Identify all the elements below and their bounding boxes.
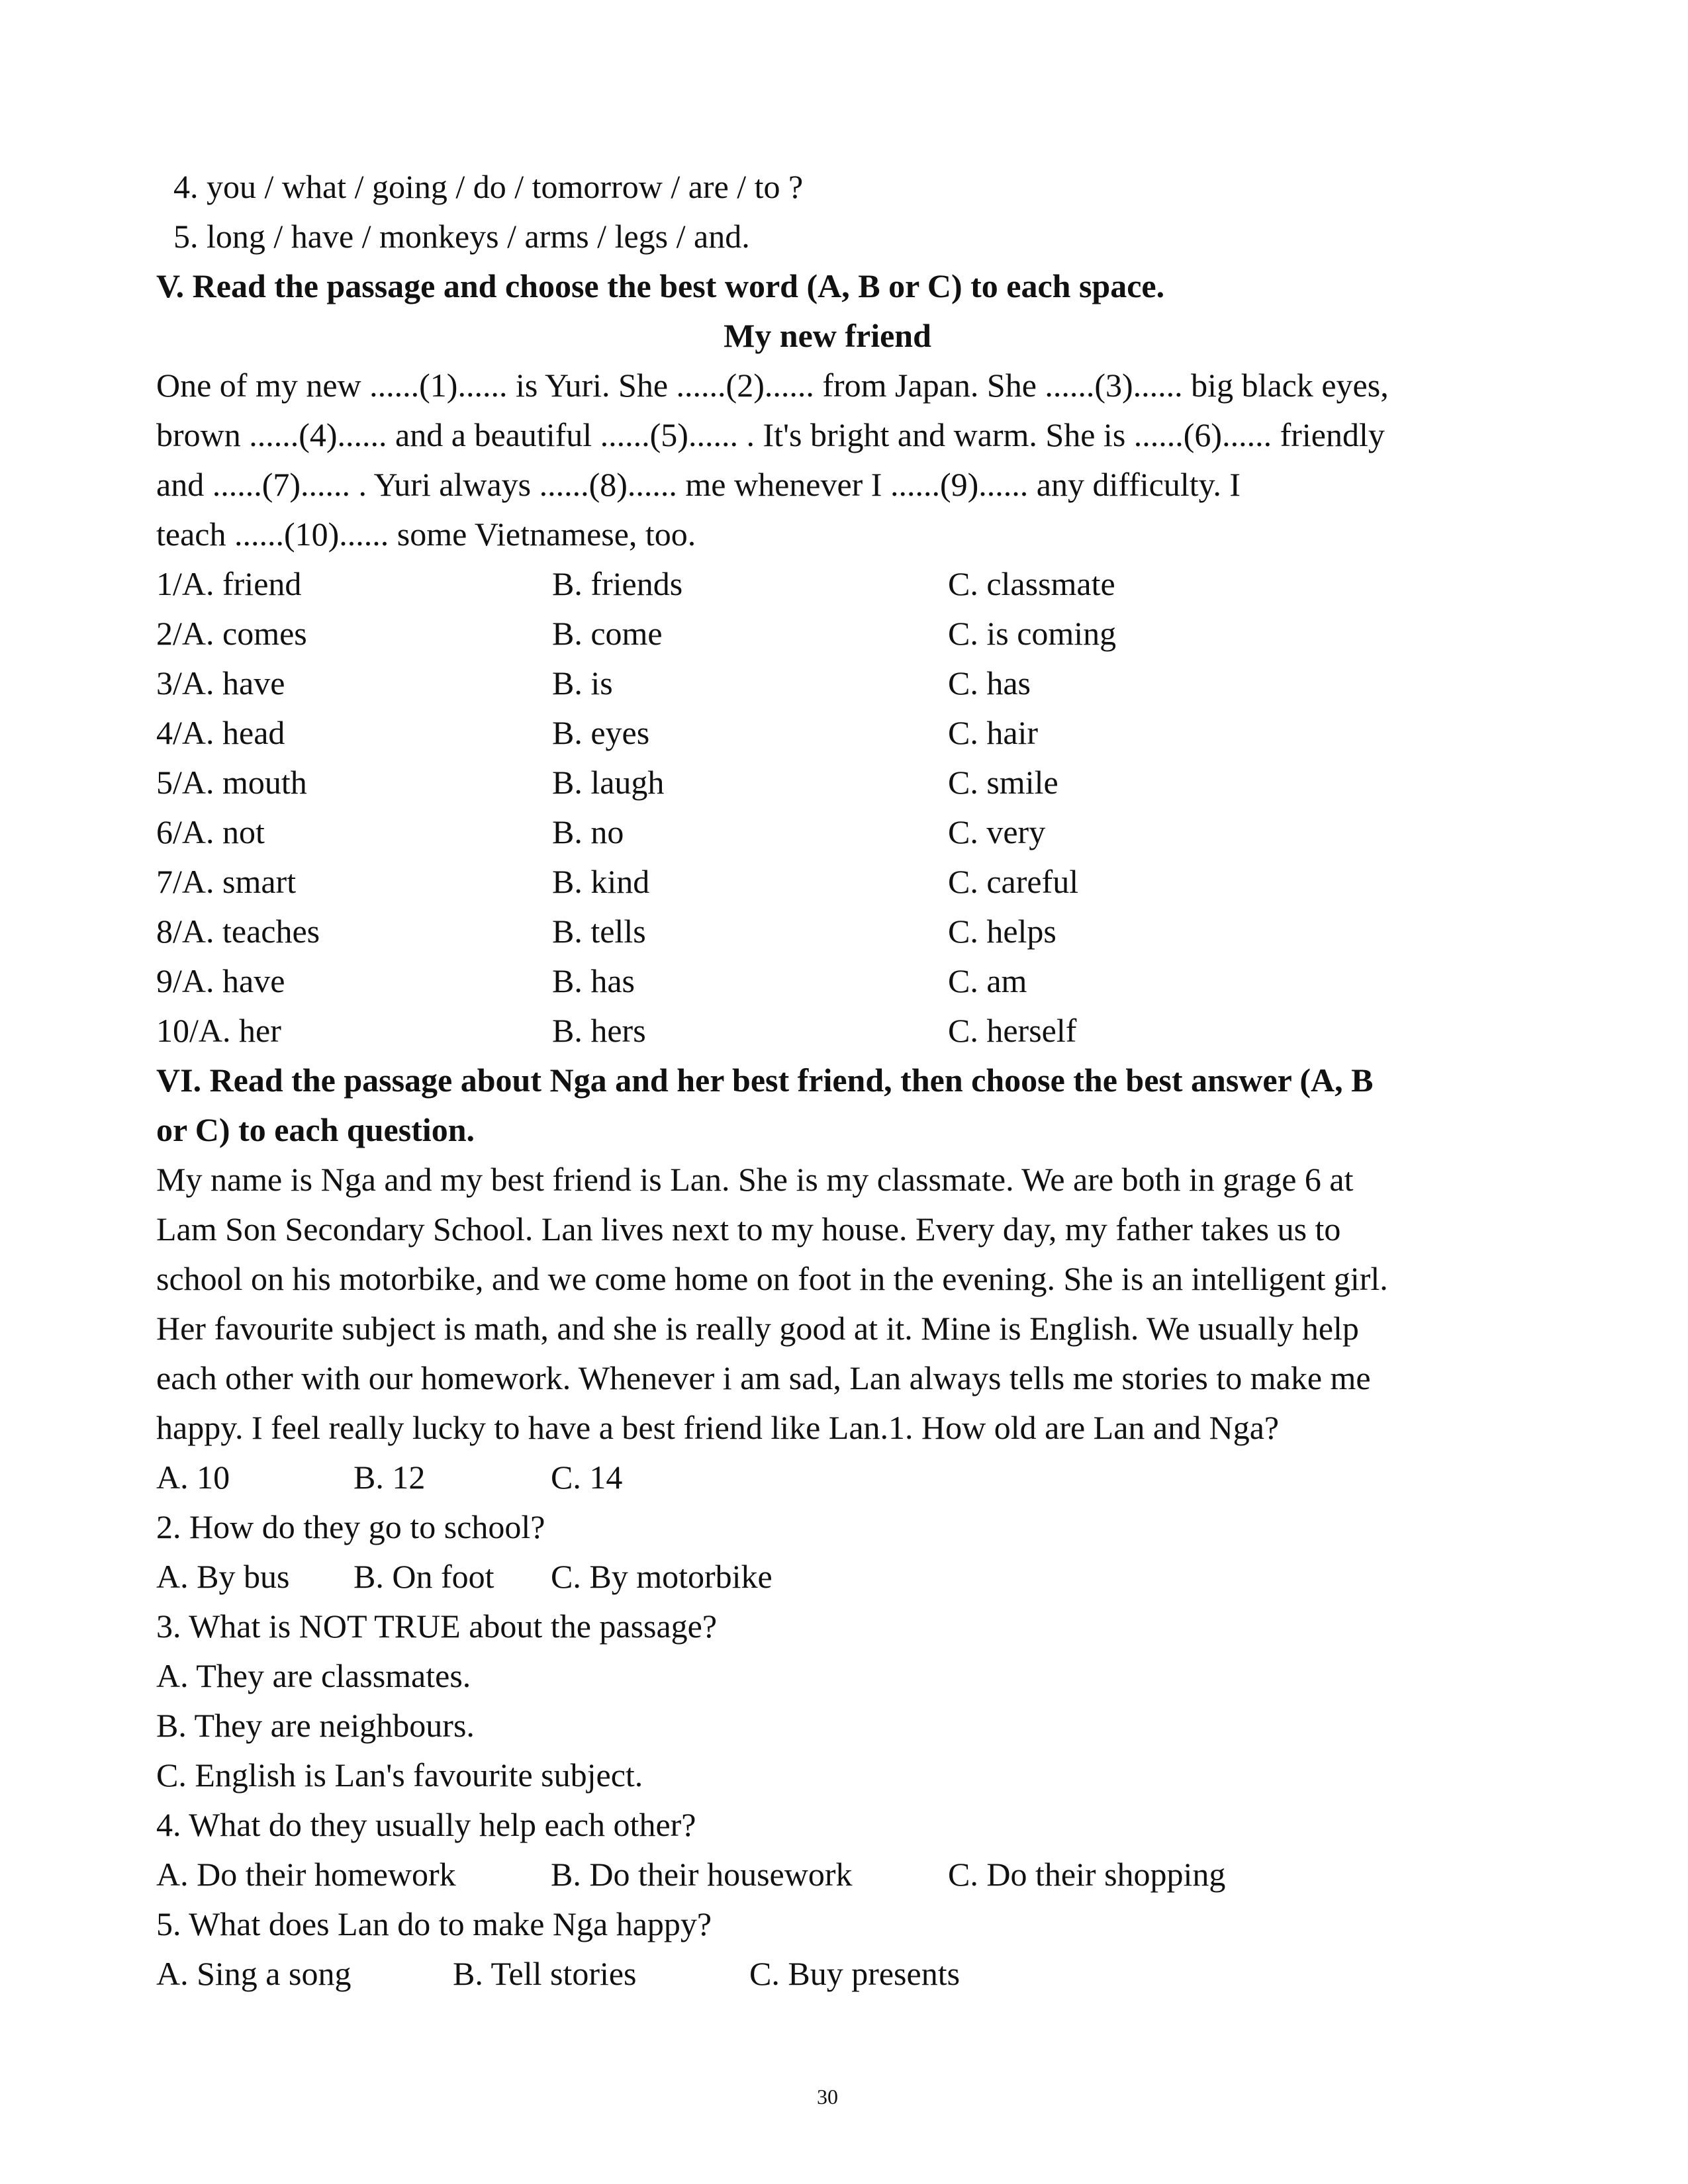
option-10-a: 10/A. her [156,1012,281,1049]
q3-answer-c: C. English is Lan's favourite subject. [156,1756,643,1794]
q2-answer-a: A. By bus [156,1558,290,1595]
q2-question: 2. How do they go to school? [156,1508,545,1545]
q4-answer-c: C. Do their shopping [948,1856,1226,1893]
q5-question: 5. What does Lan do to make Nga happy? [156,1905,712,1942]
q3-question: 3. What is NOT TRUE about the passage? [156,1608,718,1645]
passage-vi-line-6: happy. I feel really lucky to have a best friend like Lan.1. How old are Lan and Nga? [156,1409,1280,1446]
option-2-c: C. is coming [948,615,1117,652]
section-vi-heading-1: VI. Read the passage about Nga and her best friend, then choose the best answer (A, B [156,1062,1374,1099]
passage-v-line-2: brown ......(4)...... and a beautiful ......(5)...... . It's bright and warm. She is ......(6)...... friendly [156,416,1385,453]
passage-title: My new friend [724,317,931,354]
passage-vi-line-1: My name is Nga and my best friend is Lan. She is my classmate. We are both in grage 6 at [156,1161,1354,1198]
q1-answer-c: C. 14 [551,1459,623,1496]
q1-answer-a: A. 10 [156,1459,230,1496]
passage-v-line-4: teach ......(10)...... some Vietnamese, too. [156,516,696,553]
option-2-b: B. come [552,615,663,652]
option-9-b: B. has [552,962,635,999]
option-5-a: 5/A. mouth [156,764,307,801]
option-1-c: C. classmate [948,565,1115,602]
section-v-heading: V. Read the passage and choose the best word (A, B or C) to each space. [156,267,1165,304]
option-6-a: 6/A. not [156,813,265,850]
option-9-c: C. am [948,962,1027,999]
passage-vi-line-2: Lam Son Secondary School. Lan lives next to my house. Every day, my father takes us to [156,1210,1341,1248]
page-number: 30 [817,2085,838,2109]
option-3-a: 3/A. have [156,664,285,702]
q2-answer-b: B. On foot [353,1558,494,1595]
q5-answer-c: C. Buy presents [749,1955,961,1992]
option-6-c: C. very [948,813,1046,850]
option-1-b: B. friends [552,565,683,602]
q3-answer-a: A. They are classmates. [156,1657,471,1694]
q5-answer-b: B. Tell stories [453,1955,637,1992]
option-4-c: C. hair [948,714,1039,751]
option-5-c: C. smile [948,764,1058,801]
q4-answer-a: A. Do their homework [156,1856,456,1893]
passage-vi-line-5: each other with our homework. Whenever i am sad, Lan always tells me stories to make me [156,1359,1371,1396]
option-7-c: C. careful [948,863,1079,900]
option-7-a: 7/A. smart [156,863,297,900]
option-8-a: 8/A. teaches [156,913,320,950]
q4-question: 4. What do they usually help each other? [156,1806,696,1843]
option-8-b: B. tells [552,913,646,950]
option-6-b: B. no [552,813,624,850]
q2-answer-c: C. By motorbike [551,1558,773,1595]
option-2-a: 2/A. comes [156,615,307,652]
option-8-c: C. helps [948,913,1056,950]
option-5-b: B. laugh [552,764,665,801]
option-10-c: C. herself [948,1012,1077,1049]
passage-v-line-1: One of my new ......(1)...... is Yuri. She ......(2)...... from Japan. She ......(3)...... big black eyes, [156,367,1389,404]
passage-vi-line-3: school on his motorbike, and we come home on foot in the evening. She is an intelligent girl. [156,1260,1388,1297]
section-vi-heading-2: or C) to each question. [156,1111,475,1148]
option-10-b: B. hers [552,1012,646,1049]
option-4-a: 4/A. head [156,714,285,751]
option-4-b: B. eyes [552,714,650,751]
passage-vi-line-4: Her favourite subject is math, and she is really good at it. Mine is English. We usually help [156,1310,1359,1347]
q3-answer-b: B. They are neighbours. [156,1707,475,1744]
option-7-b: B. kind [552,863,650,900]
reorder-item-4: 4. you / what / going / do / tomorrow / are / to ? [173,168,804,205]
q5-answer-a: A. Sing a song [156,1955,352,1992]
option-1-a: 1/A. friend [156,565,302,602]
option-3-b: B. is [552,664,613,702]
passage-v-line-3: and ......(7)...... . Yuri always ......(8)...... me whenever I ......(9)...... any difficulty. I [156,466,1241,503]
option-9-a: 9/A. have [156,962,285,999]
option-3-c: C. has [948,664,1031,702]
reorder-item-5: 5. long / have / monkeys / arms / legs / and. [173,218,750,255]
q1-answer-b: B. 12 [353,1459,426,1496]
q4-answer-b: B. Do their housework [551,1856,853,1893]
